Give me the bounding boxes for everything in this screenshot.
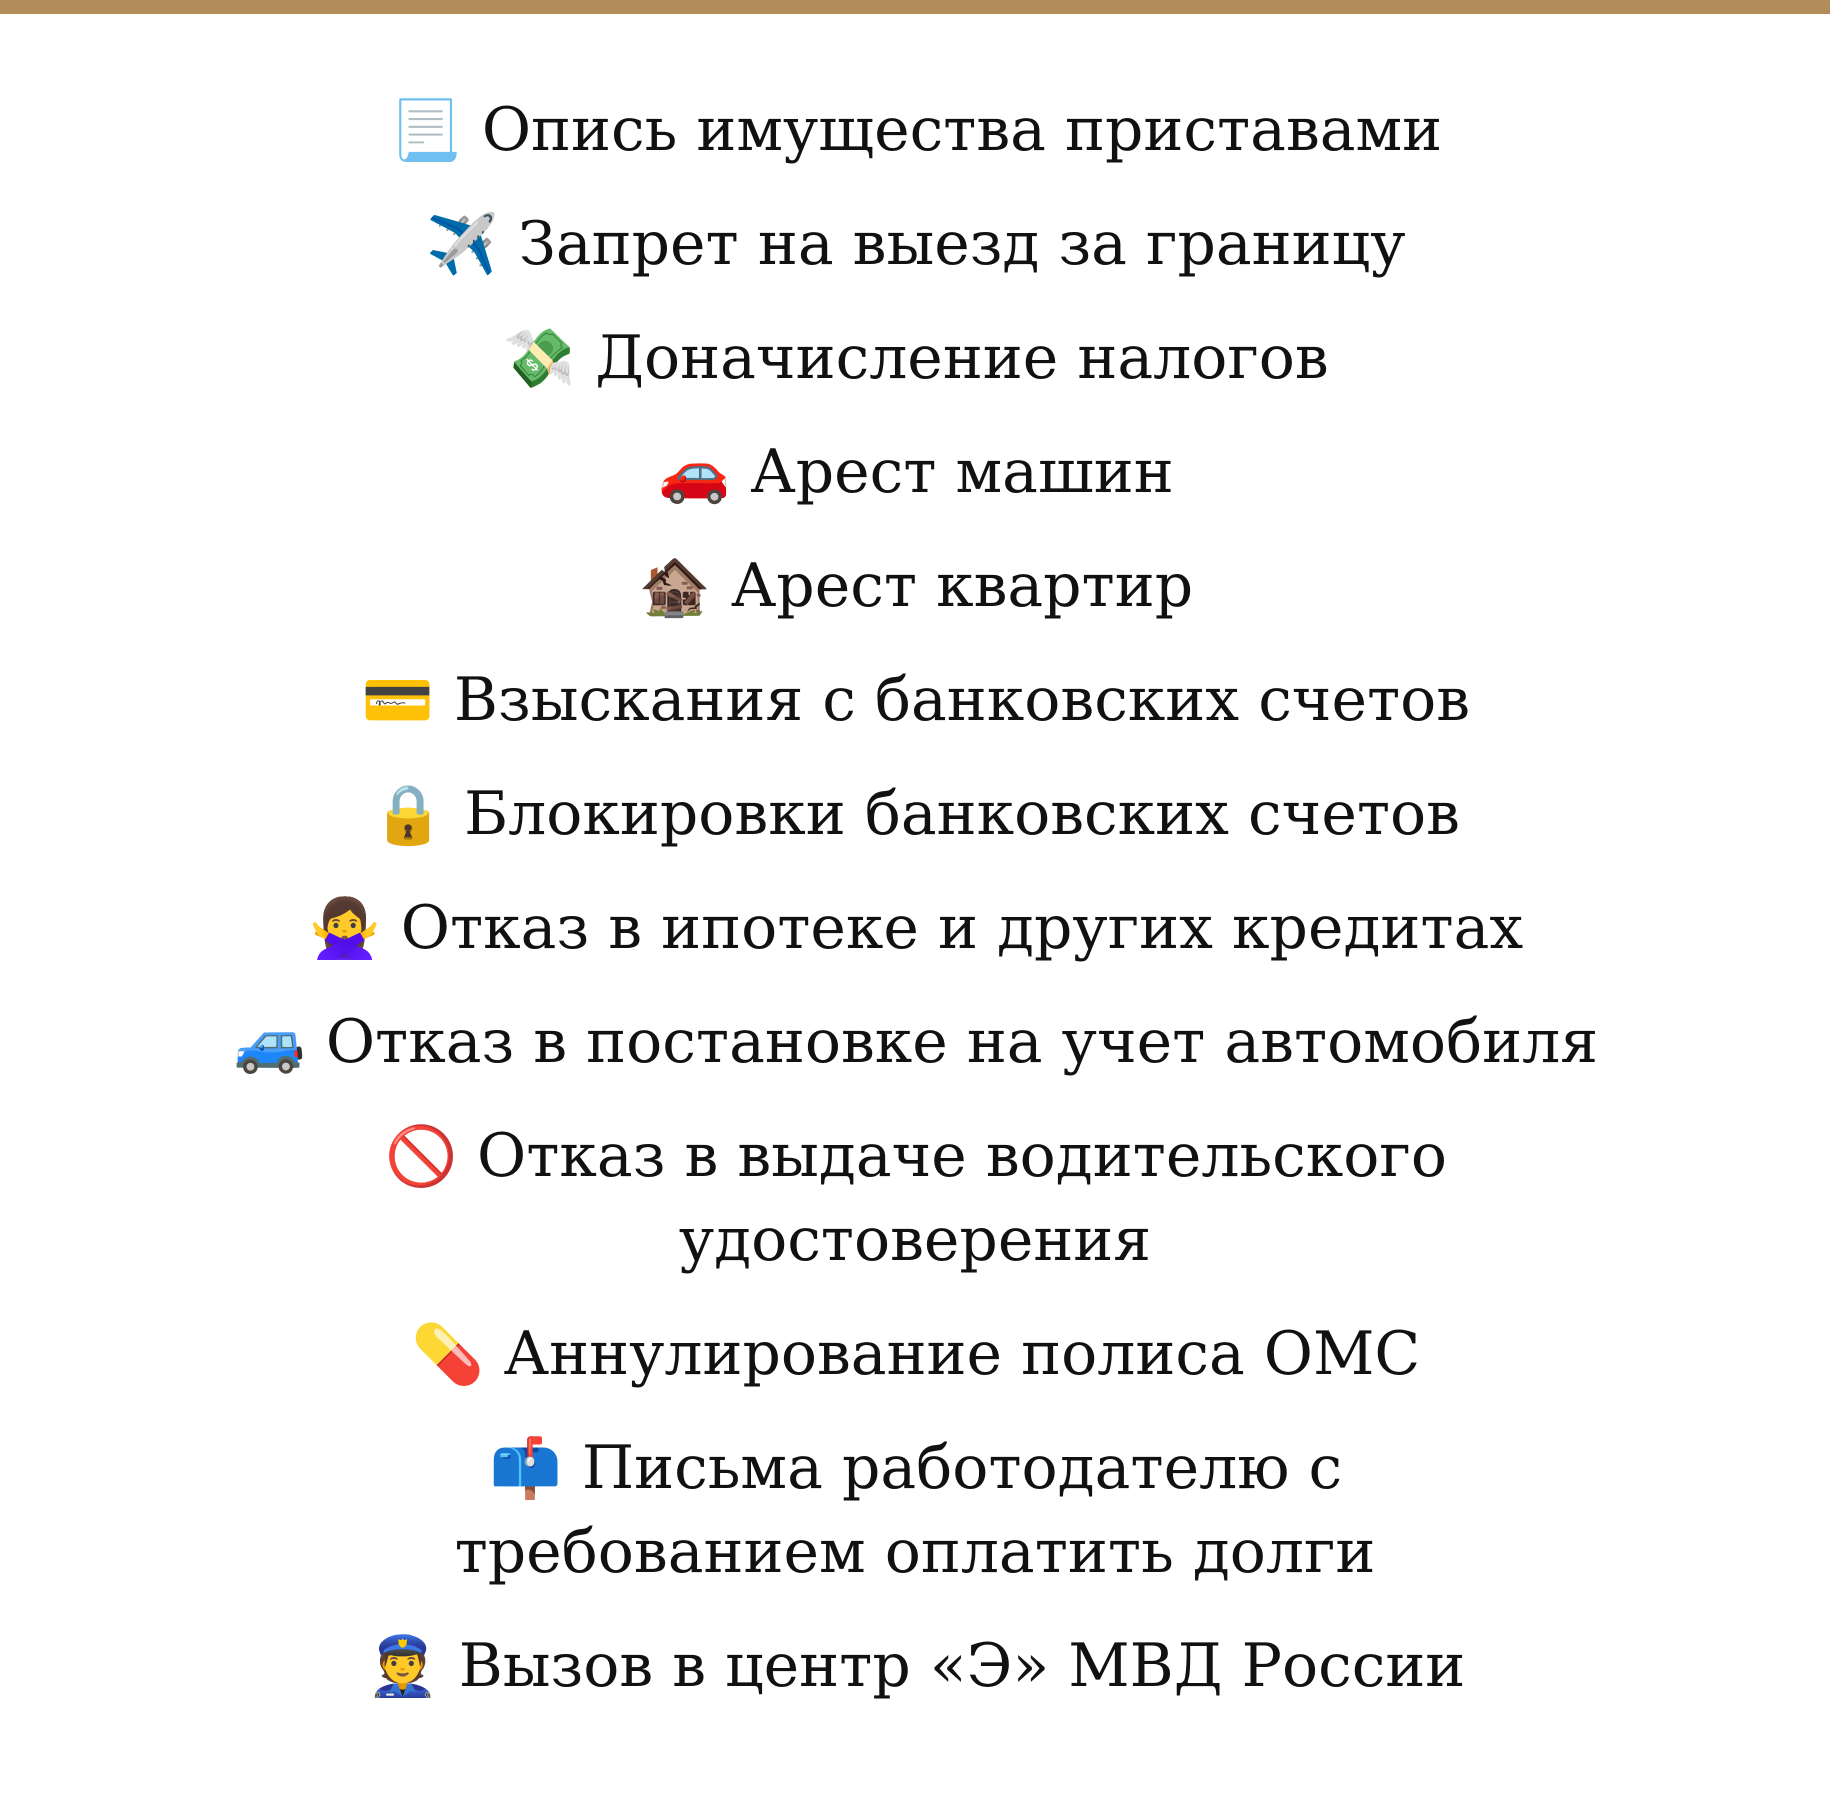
blue-car-icon: 🚙	[233, 1008, 306, 1076]
pill-icon: 💊	[411, 1320, 484, 1388]
list-item	[0, 430, 1830, 514]
person-gesturing-no-icon: 🙅‍♀️	[308, 894, 381, 962]
list-item	[0, 1312, 1830, 1396]
police-officer-icon: 👮	[366, 1632, 439, 1700]
list-item	[0, 886, 1830, 970]
top-accent-bar	[0, 0, 1830, 14]
consequences-list	[0, 88, 1830, 1738]
page-curl-icon: 📃	[389, 96, 462, 164]
airplane-icon: ✈️	[426, 210, 499, 278]
list-item	[0, 88, 1830, 172]
list-item-text: Арест машин	[750, 437, 1174, 507]
list-item-text: Блокировки банковских счетов	[464, 779, 1460, 849]
derelict-house-icon: 🏚️	[638, 552, 711, 620]
list-item-text: Доначисление налогов	[595, 323, 1329, 393]
list-item	[0, 1000, 1830, 1084]
list-item-text: Письма работодателю с требованием оплатить долги	[454, 1433, 1376, 1587]
credit-card-icon: 💳	[361, 666, 434, 734]
prohibited-icon: 🚫	[384, 1122, 458, 1190]
list-item-text: Отказ в постановке на учет автомобиля	[325, 1007, 1599, 1077]
list-item	[0, 658, 1830, 742]
money-with-wings-icon: 💸	[503, 324, 576, 392]
list-item-text: Опись имущества приставами	[481, 95, 1443, 165]
red-car-icon: 🚗	[658, 438, 731, 506]
padlock-icon: 🔒	[371, 780, 445, 848]
list-item-text: Аннулирование полиса ОМС	[503, 1319, 1421, 1389]
list-item	[0, 202, 1830, 286]
list-item	[0, 1624, 1830, 1708]
list-item	[0, 316, 1830, 400]
list-item-text: Запрет на выезд за границу	[518, 209, 1406, 279]
list-item	[305, 1426, 1525, 1594]
list-item-text: Отказ в ипотеке и других кредитах	[400, 893, 1524, 963]
list-item-text: Отказ в выдаче водительского удостоверения	[477, 1121, 1447, 1275]
mailbox-icon: 📫	[489, 1434, 562, 1502]
list-item	[305, 1114, 1525, 1282]
list-item-text: Арест квартир	[730, 551, 1194, 621]
list-item	[0, 772, 1830, 856]
list-item-text: Взыскания с банковских счетов	[453, 665, 1471, 735]
list-item	[0, 544, 1830, 628]
list-item-text: Вызов в центр «Э» МВД России	[458, 1631, 1466, 1701]
